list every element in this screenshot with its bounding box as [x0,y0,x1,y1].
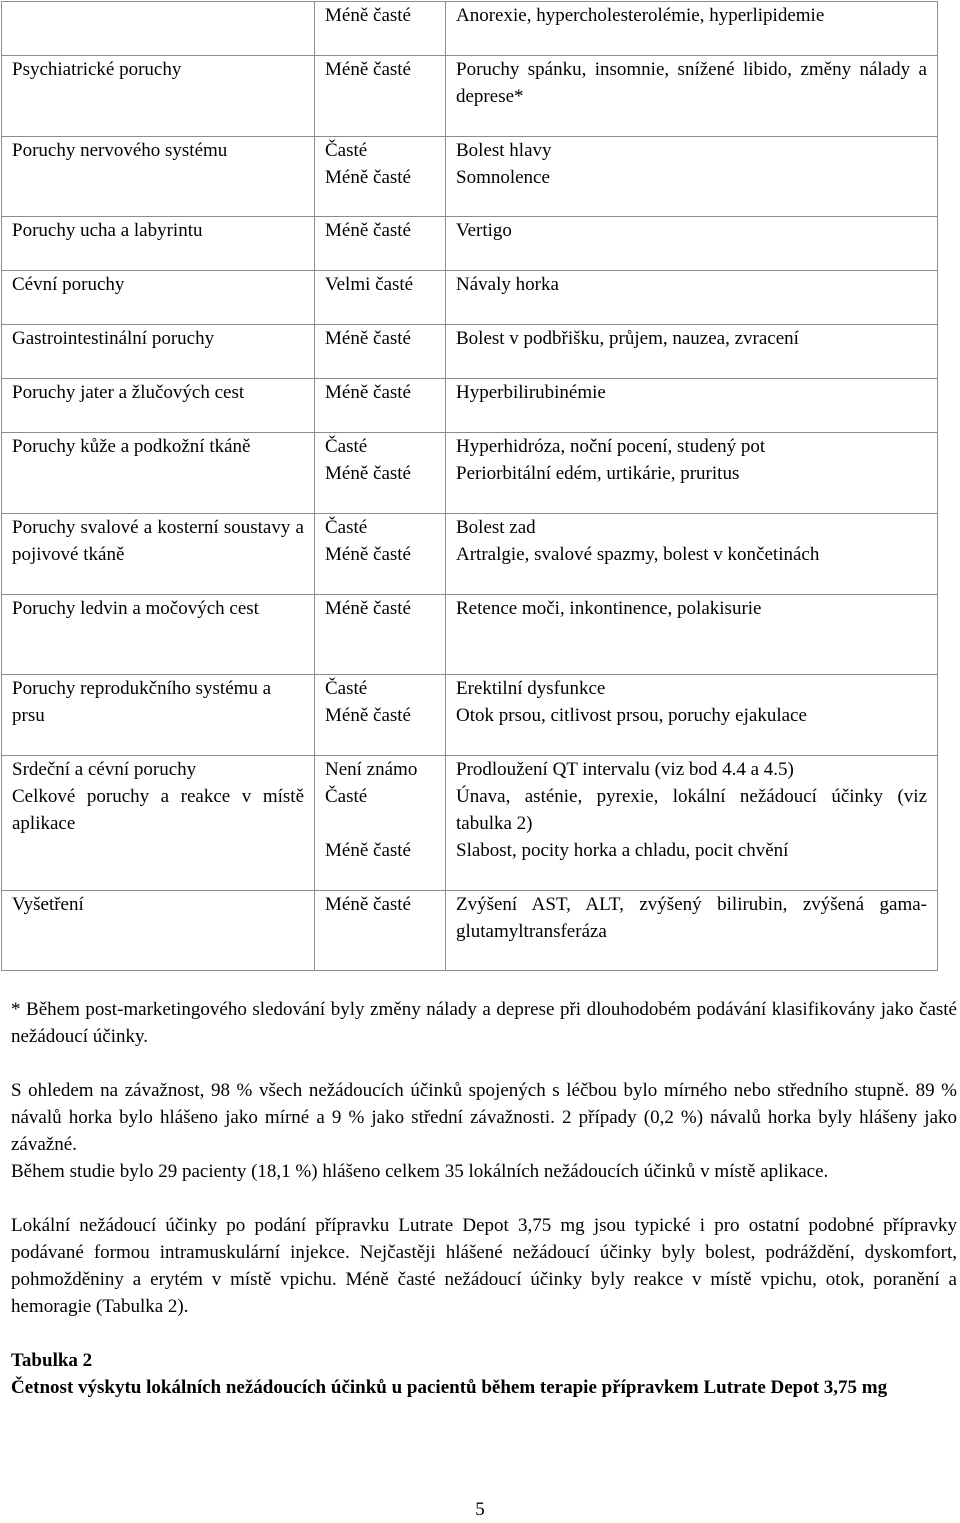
local-effects-paragraph: Lokální nežádoucí účinky po podání přípravku Lutrate Depot 3,75 mg jsou typické i pro ostatní podobné přípravky podávané formou intramuskulární injekce. Nejčastěji hlášené nežádoucí účinky byly bolest, podráždění, dyskomfort, pohmožděniny a erytém v místě vpichu. Méně časté nežádoucí účinky byly reakce v místě vpichu, otok, poranění a hemoragie (Tabulka 2). [11,1215,957,1317]
effect-line: Poruchy spánku, insomnie, snížené libido, změny nálady a deprese* [456,59,927,107]
effect-line: Zvýšení AST, ALT, zvýšený bilirubin, zvýšená gama-glutamyltransferáza [456,893,927,942]
table-row [2,595,938,675]
frequency-line: Časté [325,140,368,161]
frequency-cell [315,514,446,595]
effect-cell [446,675,938,756]
effect-cell [446,890,938,970]
frequency-line: Časté [325,678,368,699]
table-row [2,756,938,784]
table-row [2,514,938,595]
severity-paragraph: S ohledem na závažnost, 98 % všech nežádoucích účinků spojených s léčbou bylo mírného nebo středního stupně. 89 % návalů horka bylo hlášeno jako mírné a 9 % jako střední závažnosti. 2 případy (0,2 %) návalů horka byly hlášeny jako závažné. [11,1080,957,1155]
table-row [2,137,938,217]
table-row [2,379,938,433]
effect-line: Slabost, pocity horka a chladu, pocit chvění [456,840,789,861]
frequency-cell: Méně časté [315,325,446,379]
effect-cell: Hyperbilirubinémie [446,379,938,433]
effect-cell: Retence moči, inkontinence, polakisurie [446,595,938,675]
table-row [2,325,938,379]
organ-cell: Srdeční a cévní poruchy [2,756,315,784]
organ-cell: Psychiatrické poruchy [2,56,315,137]
table2-caption: Četnost výskytu lokálních nežádoucích účinků u pacientů během terapie přípravkem Lutrate Depot 3,75 mg [11,1377,888,1398]
organ-text: Poruchy ledvin a močových cest [12,598,259,619]
effect-line: Únava, asténie, pyrexie, lokální nežádoucí účinky (viz tabulka 2) [456,786,927,834]
effect-cell [446,514,938,595]
effect-line: Periorbitální edém, urtikárie, pruritus [456,463,740,484]
table-row [2,675,938,756]
organ-cell: Cévní poruchy [2,271,315,325]
effect-cell [446,783,938,890]
frequency-cell: Méně časté [315,595,446,675]
organ-cell [2,595,315,675]
organ-cell [2,783,315,890]
effect-cell [446,56,938,137]
organ-cell: Poruchy nervového systému [2,137,315,217]
effect-cell: Prodloužení QT intervalu (viz bod 4.4 a 4.5) [446,756,938,784]
organ-cell [2,514,315,595]
effect-line: Erektilní dysfunkce [456,678,606,699]
frequency-cell: Méně časté [315,890,446,970]
frequency-cell: Méně časté [315,379,446,433]
frequency-line: Méně časté [325,705,411,726]
frequency-line [325,810,435,837]
organ-text: Celkové poruchy a reakce v místě aplikace [12,786,304,834]
effect-line: Hyperhidróza, noční pocení, studený pot [456,436,766,457]
organ-text: Poruchy svalové a kosterní soustavy a pojivové tkáně [12,517,304,565]
frequency-line: Méně časté [325,167,411,188]
organ-cell: Vyšetření [2,890,315,970]
table-row [2,783,938,890]
page-number: 5 [475,1499,485,1520]
organ-cell: Gastrointestinální poruchy [2,325,315,379]
effect-line: Artralgie, svalové spazmy, bolest v končetinách [456,544,820,565]
local-effects-count-paragraph: Během studie bylo 29 pacienty (18,1 %) hlášeno celkem 35 lokálních nežádoucích účinků v místě aplikace. [11,1161,829,1182]
frequency-cell [315,433,446,514]
effect-line: Somnolence [456,167,550,188]
frequency-line: Méně časté [325,463,411,484]
table-row [2,433,938,514]
table2-title: Tabulka 2 [11,1350,93,1371]
organ-cell [2,2,315,56]
frequency-line: Časté [325,786,368,807]
frequency-cell [315,137,446,217]
frequency-cell: Není známo [315,756,446,784]
effect-line: Otok prsou, citlivost prsou, poruchy ejakulace [456,705,807,726]
frequency-cell [315,675,446,756]
organ-cell: Poruchy jater a žlučových cest [2,379,315,433]
frequency-cell [315,783,446,890]
frequency-line: Méně časté [325,544,411,565]
footnote: * Během post-marketingového sledování byly změny nálady a deprese při dlouhodobém podávání klasifikovány jako časté nežádoucí účinky. [11,999,957,1047]
table-row [2,271,938,325]
adverse-effects-table [1,1,938,971]
effect-line: Bolest zad [456,517,536,538]
table-row [2,56,938,137]
table-row [2,890,938,970]
effect-cell: Vertigo [446,217,938,271]
frequency-cell: Méně časté [315,56,446,137]
organ-cell: Poruchy reprodukčního systému a prsu [2,675,315,756]
frequency-cell: Méně časté [315,217,446,271]
frequency-line: Časté [325,517,368,538]
notes-section [11,996,957,1401]
effect-cell [446,433,938,514]
effect-cell: Návaly horka [446,271,938,325]
table-row [2,217,938,271]
organ-cell: Poruchy ucha a labyrintu [2,217,315,271]
frequency-cell: Méně časté [315,2,446,56]
frequency-line: Časté [325,436,368,457]
frequency-cell: Velmi časté [315,271,446,325]
effect-cell [446,137,938,217]
organ-cell: Poruchy kůže a podkožní tkáně [2,433,315,514]
effect-cell: Anorexie, hypercholesterolémie, hyperlipidemie [446,2,938,56]
frequency-line: Méně časté [325,840,411,861]
table-row [2,2,938,56]
effect-cell: Bolest v podbřišku, průjem, nauzea, zvracení [446,325,938,379]
effect-line: Bolest hlavy [456,140,552,161]
